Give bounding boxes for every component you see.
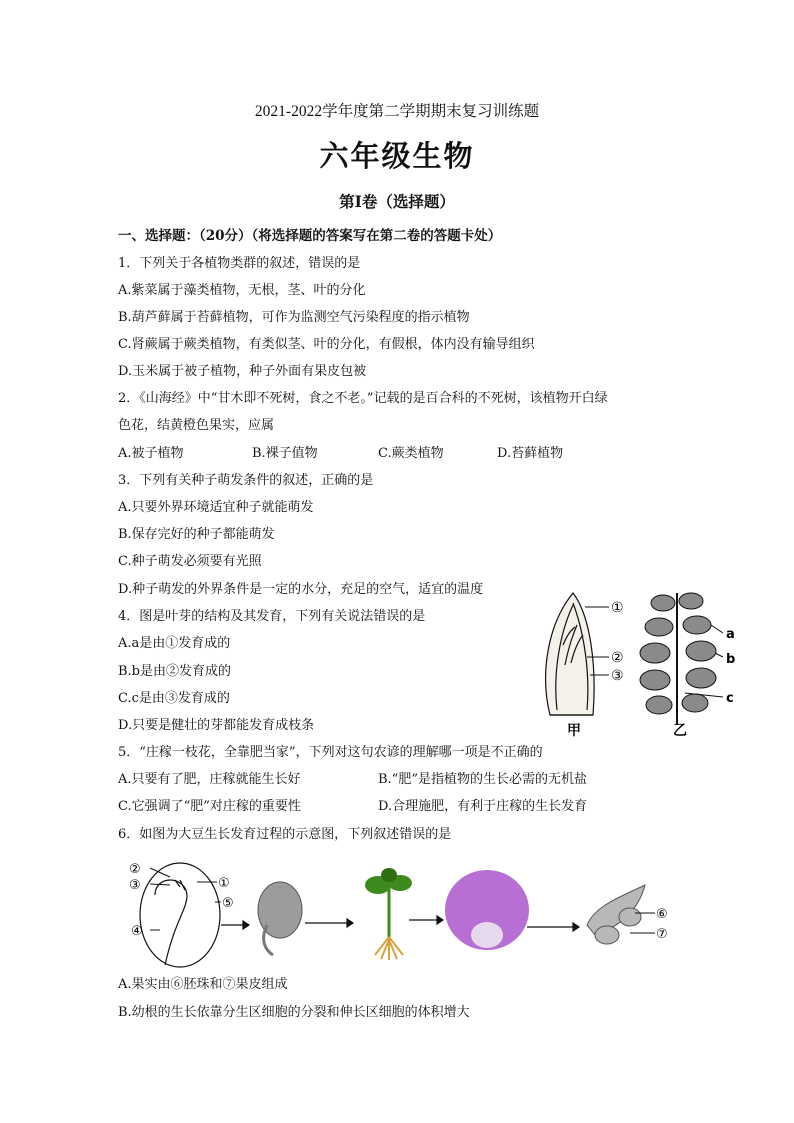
q2-option-b: B.裸子值物 [252, 446, 318, 461]
bud-mark-1: ① [611, 600, 624, 616]
seed-diagram [140, 863, 221, 967]
q6-stem: 6．如图为大豆生长发育过程的示意图，下列叙述错误的是 [118, 827, 452, 842]
q3-stem: 3．下列有关种子萌发条件的叙述，正确的是 [118, 473, 374, 488]
label-jia: 甲 [567, 723, 581, 739]
bud-diagram [546, 593, 609, 715]
bud-mark-2: ② [611, 650, 624, 666]
q5-option-d: D.合理施肥，有利于庄稼的生长发育 [378, 799, 588, 814]
q5-option-c: C.它强调了“肥”对庄稼的重要性 [118, 799, 301, 814]
seed-mark-5: ⑤ [222, 896, 234, 911]
q2-option-c: C.蕨类植物 [378, 446, 444, 461]
exam-term-title: 2021-2022学年度第二学期期末复习训练题 [254, 103, 540, 120]
soybean-development-figure [125, 855, 685, 970]
subject-title: 六年级生物 [319, 139, 475, 173]
leaf-bud-figure [535, 585, 745, 740]
q5-option-b: B.“肥”是指植物的生长必需的无机盐 [378, 772, 587, 787]
arrow-4 [527, 923, 579, 931]
seedling [365, 868, 412, 960]
q3-option-b: B.保存完好的种子都能萌发 [118, 527, 275, 542]
q4-option-c: C.c是由③发育成的 [118, 691, 230, 706]
q6-option-b: B.幼根的生长依靠分生区细胞的分裂和伸长区细胞的体积增大 [118, 1005, 470, 1020]
branch-diagram [640, 593, 723, 725]
arrow-3 [409, 916, 443, 924]
bud-mark-3: ③ [611, 668, 624, 684]
q4-option-b: B.b是由②发育成的 [118, 664, 232, 679]
q4-option-a: A.a是由①发育成的 [118, 636, 231, 651]
q4-option-d: D.只要是健壮的芽都能发育成枝条 [118, 718, 315, 733]
q6-option-a: A.果实由⑥胚珠和⑦果皮组成 [118, 977, 288, 992]
branch-mark-a: a [726, 627, 735, 642]
q5-stem: 5．“庄稼一枝花，全靠肥当家”，下列对这句农谚的理解哪一项是不正确的 [118, 745, 543, 760]
bean-pod [587, 885, 655, 944]
q2-stem-line2: 色花，结黄橙色果实，应属 [118, 418, 275, 433]
seed-mark-1: ① [218, 876, 230, 891]
volume-title: 第Ⅰ卷（选择题） [339, 192, 455, 211]
flower [445, 870, 529, 950]
label-yi: 乙 [673, 723, 687, 739]
q2-option-a: A.被子植物 [118, 446, 184, 461]
seed-mark-4: ④ [131, 924, 143, 939]
q1-option-a: A.紫菜属于藻类植物，无根，茎、叶的分化 [118, 283, 366, 298]
q4-stem: 4．图是叶芽的结构及其发育，下列有关说法错误的是 [118, 609, 426, 624]
q5-option-a: A.只要有了肥，庄稼就能生长好 [118, 772, 301, 787]
q3-option-d: D.种子萌发的外界条件是一定的水分，充足的空气，适宜的温度 [118, 582, 484, 597]
q1-stem: 1．下列关于各植物类群的叙述，错误的是 [118, 256, 361, 271]
arrow-1 [221, 921, 249, 929]
q2-stem-line1: 2．《山海经》中“甘木即不死树，食之不老。”记载的是百合科的不死树，该植物开白绿 [118, 391, 608, 406]
q2-option-d: D.苔藓植物 [497, 446, 564, 461]
q1-option-c: C.肾蕨属于蕨类植物，有类似茎、叶的分化，有假根，体内没有输导组织 [118, 337, 535, 352]
q1-option-b: B.葫芦藓属于苔藓植物，可作为监测空气污染程度的指示植物 [118, 310, 470, 325]
q3-option-c: C.种子萌发必须要有光照 [118, 554, 262, 569]
branch-mark-c: c [726, 691, 734, 706]
section-heading: 一、选择题：（20分）（将选择题的答案写在第二卷的答题卡处） [118, 228, 502, 244]
germinating-seed [258, 882, 302, 955]
seed-mark-3: ③ [129, 878, 141, 893]
arrow-2 [305, 919, 353, 927]
pod-mark-6: ⑥ [656, 907, 668, 922]
q3-option-a: A.只要外界环境适宜种子就能萌发 [118, 500, 314, 515]
branch-mark-b: b [726, 652, 736, 667]
seed-mark-2: ② [129, 862, 141, 877]
pod-mark-7: ⑦ [656, 927, 668, 942]
q1-option-d: D.玉米属于被子植物，种子外面有果皮包被 [118, 364, 367, 379]
